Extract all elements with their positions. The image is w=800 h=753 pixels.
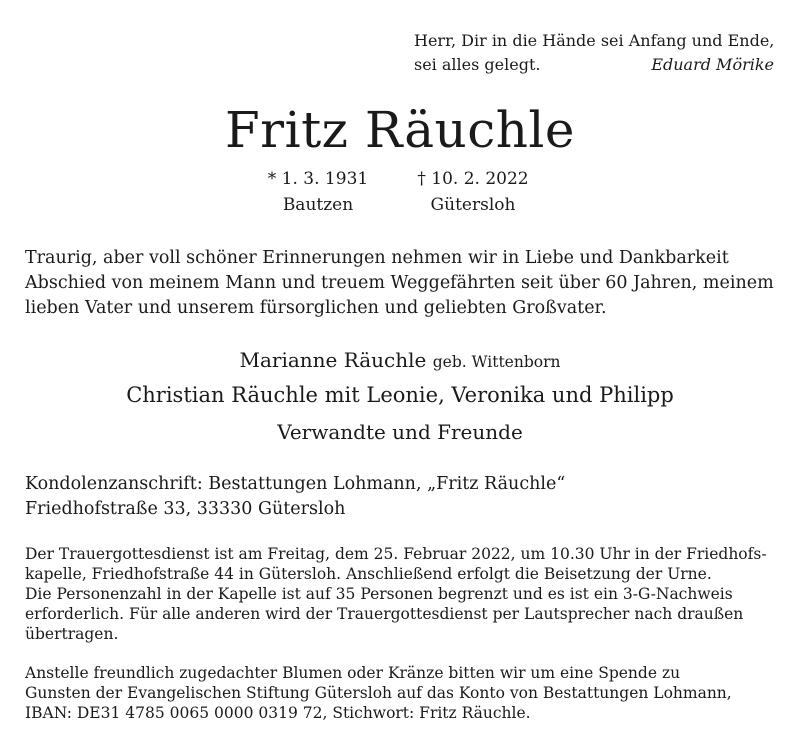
quote-line-2: sei alles gelegt.: [414, 55, 541, 74]
mourner-spouse-maiden-name: geb. Wittenborn: [432, 353, 561, 371]
condolence-address: [25, 472, 565, 522]
service-line: Die Personenzahl in der Kapelle ist auf 35 Personen begrenzt und es ist ein 3-G-Nachweis: [25, 585, 733, 603]
death-info: [404, 166, 542, 218]
mourner-spouse: [0, 345, 800, 377]
service-line: erforderlich. Für alle anderen wird der Trauergottesdienst per Lautsprecher nach draußen: [25, 605, 744, 623]
donation-line: Anstelle freundlich zugedachter Blumen oder Kränze bitten wir um eine Spende zu: [25, 664, 681, 682]
funeral-service-notice: [25, 544, 795, 644]
quote-line-1: Herr, Dir in die Hände sei Anfang und Ende,: [414, 31, 775, 50]
death-date: † 10. 2. 2022: [417, 169, 529, 189]
address-line: Friedhofstraße 33, 33330 Gütersloh: [25, 499, 346, 519]
intro-line: Traurig, aber voll schöner Erinnerungen nehmen wir in Liebe und Dankbarkeit: [25, 248, 729, 268]
intro-text: [25, 246, 785, 321]
quote-author: Eduard Mörike: [651, 55, 774, 74]
donation-line: Gunsten der Evangelischen Stiftung Gütersloh auf das Konto von Bestattungen Lohmann,: [25, 684, 732, 702]
birth-date: * 1. 3. 1931: [267, 169, 369, 189]
mourner-children: Christian Räuchle mit Leonie, Veronika und Philipp: [126, 383, 674, 407]
deceased-name: Fritz Räuchle: [224, 101, 575, 159]
service-line: übertragen.: [25, 625, 119, 643]
mourner-relatives: Verwandte und Freunde: [277, 420, 523, 444]
intro-line: lieben Vater und unserem fürsorglichen und geliebten Großvater.: [25, 298, 607, 318]
service-line: Der Trauergottesdienst ist am Freitag, dem 25. Februar 2022, um 10.30 Uhr in der Friedhofs-: [25, 545, 767, 563]
epigraph-quote: [414, 29, 774, 77]
donation-notice: [25, 663, 795, 723]
mourner-spouse-name: Marianne Räuchle: [239, 348, 427, 372]
address-line: Kondolenzanschrift: Bestattungen Lohmann, „Fritz Räuchle“: [25, 474, 566, 494]
service-line: kapelle, Friedhofstraße 44 in Gütersloh. Anschließend erfolgt die Beisetzung der Urne.: [25, 565, 712, 583]
intro-line: Abschied von meinem Mann und treuem Weggefährten seit über 60 Jahren, meinem: [25, 273, 774, 293]
death-place: Gütersloh: [430, 195, 516, 215]
birth-info: [258, 166, 378, 218]
birth-place: Bautzen: [282, 195, 354, 215]
donation-line: IBAN: DE31 4785 0065 0000 0319 72, Stichwort: Fritz Räuchle.: [25, 704, 531, 722]
